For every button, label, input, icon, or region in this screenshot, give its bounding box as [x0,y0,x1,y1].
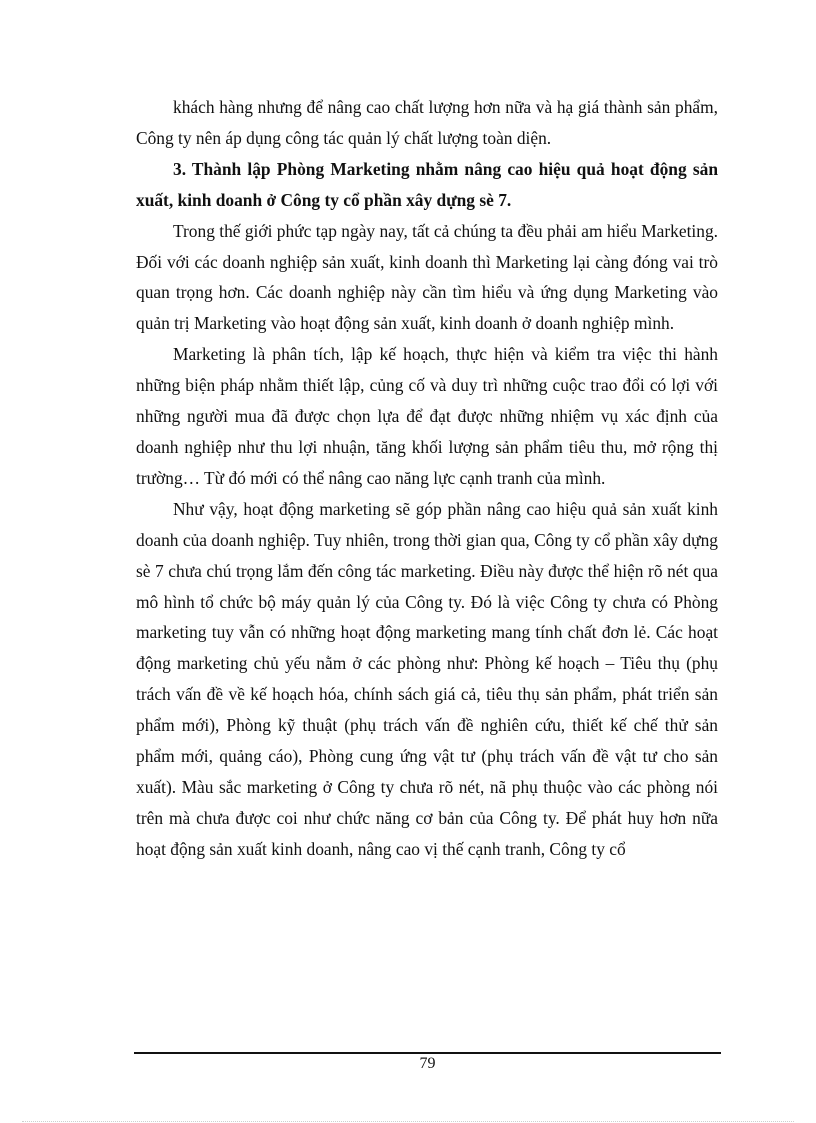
page-number: 79 [419,1055,436,1072]
paragraph-company-marketing-status: Như vậy, hoạt động marketing sẽ góp phần nâng cao hiệu quả sản xuất kinh doanh của doanh nghiệp. Tuy nhiên, trong thời gian qua, Công ty cổ phần xây dựng sè 7 chưa chú trọng lắm đến công tác marketing. Điều này được thể hiện rõ nét qua mô hình tổ chức bộ máy quản lý của Công ty. Đó là việc Công ty chưa có Phòng marketing tuy vẫn có những hoạt động marketing mang tính chất đơn lẻ. Các hoạt động marketing chủ yếu nằm ở các phòng như: Phòng kế hoạch – Tiêu thụ (phụ trách vấn đề về kế hoạch hóa, chính sách giá cả, tiêu thụ sản phẩm, phát triển sản phẩm mới), Phòng kỹ thuật (phụ trách vấn đề nghiên cứu, thiết kế chế thử sản phẩm mới, quảng cáo), Phòng cung ứng vật tư (phụ trách vấn đề vật tư cho sản xuất). Màu sắc marketing ở Công ty chưa rõ nét, nã phụ thuộc vào các phòng nói trên mà chưa được coi như chức năng cơ bản của Công ty. Để phát huy hơn nữa hoạt động sản xuất kinh doanh, nâng cao vị thế cạnh tranh, Công ty cổ [136,498,718,859]
page-edge-dotted-line [22,1121,794,1122]
page-body [136,92,718,865]
section-heading-marketing-department: 3. Thành lập Phòng Marketing nhằm nâng cao hiệu quả hoạt động sản xuất, kinh doanh ở Công ty cổ phần xây dựng sè 7. [136,158,718,210]
paragraph-marketing-understanding: Trong thế giới phức tạp ngày nay, tất cả chúng ta đều phải am hiểu Marketing. Đối với các doanh nghiệp sản xuất, kinh doanh thì Marketing lại càng đóng vai trò quan trọng hơn. Các doanh nghiệp này cần tìm hiểu và ứng dụng Marketing vào quản trị Marketing vào hoạt động sản xuất, kinh doanh ở doanh nghiệp mình. [136,220,718,334]
paragraph-quality-management: khách hàng nhưng để nâng cao chất lượng hơn nữa và hạ giá thành sản phẩm, Công ty nên áp dụng công tác quản lý chất lượng toàn diện. [136,97,718,148]
paragraph-marketing-definition: Marketing là phân tích, lập kế hoạch, thực hiện và kiểm tra việc thi hành những biện pháp nhằm thiết lập, củng cố và duy trì những cuộc trao đổi có lợi với những người mua đã được chọn lựa để đạt được những nhiệm vụ xác định của doanh nghiệp như thu lợi nhuận, tăng khối lượng sản phẩm tiêu thu, mở rộng thị trường… Từ đó mới có thể nâng cao năng lực cạnh tranh của mình. [136,344,718,488]
